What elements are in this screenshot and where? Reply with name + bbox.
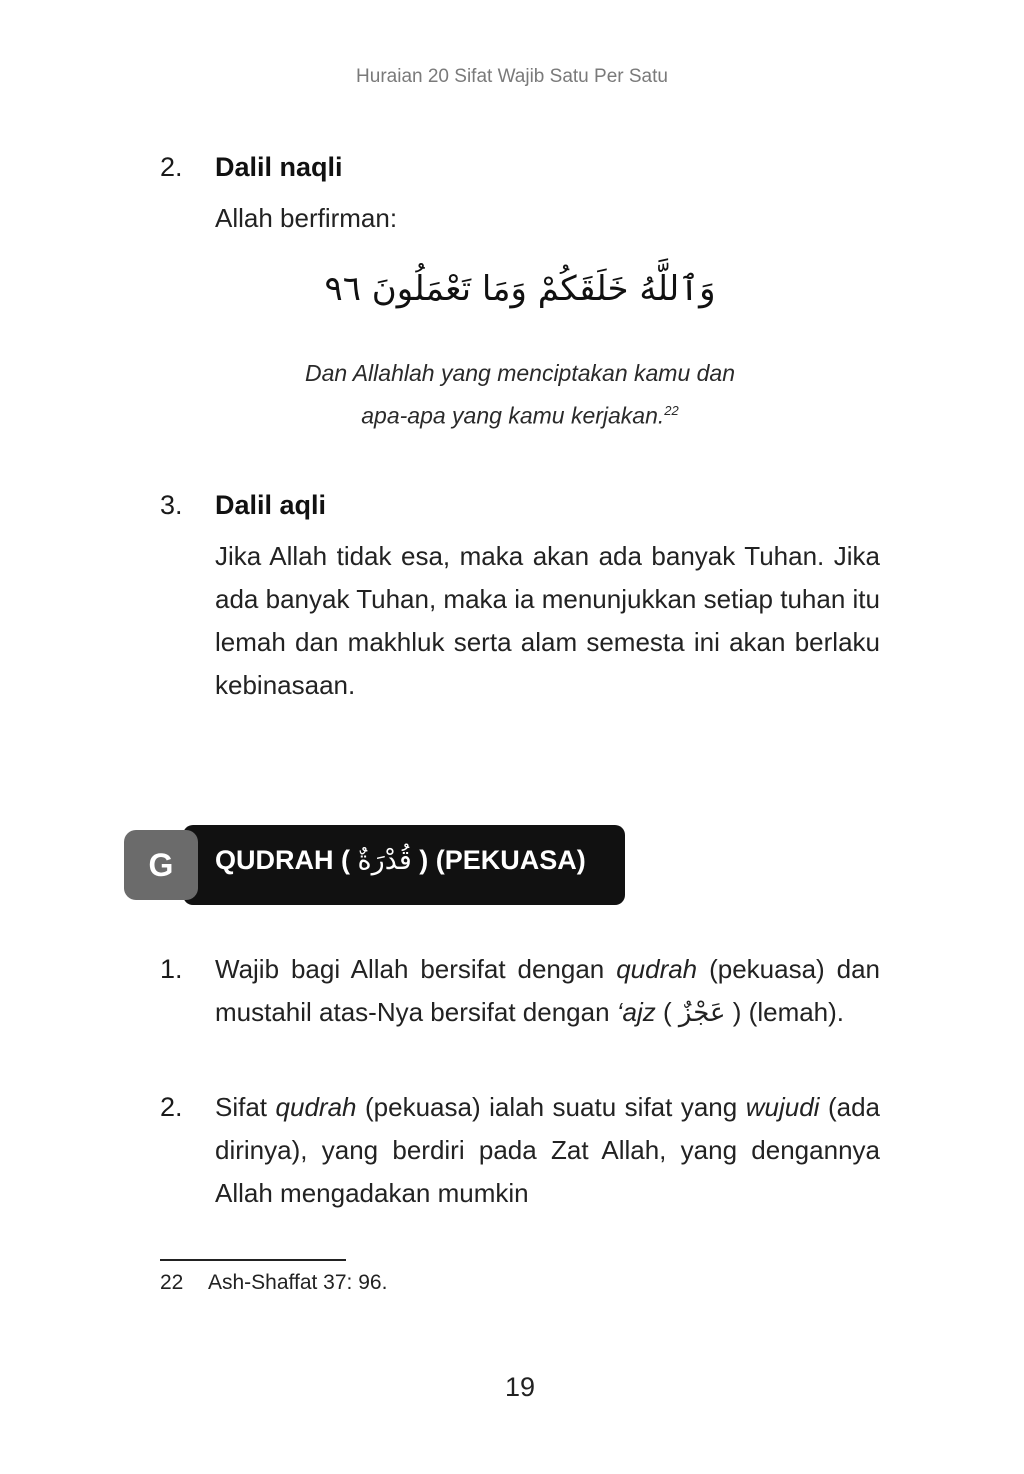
verse-translation [0, 354, 1024, 435]
text-run: Wajib bagi Allah bersifat dengan [215, 954, 617, 984]
item-number: 1. [160, 954, 183, 984]
italic-term: ‘ajz [616, 997, 656, 1027]
italic-term: wujudi [745, 1092, 820, 1122]
item-number: 2. [160, 152, 183, 182]
point-2-text [215, 1086, 880, 1215]
arabic-term: عَجْزٌ [678, 998, 726, 1028]
text-run: (ada dirinya), yang berdiri pada Zat Allah, yang dengannya Allah mengadakan mumkin [215, 1092, 880, 1208]
dalil-naqli-item [160, 152, 880, 240]
footnote-number: 22 [160, 1271, 184, 1294]
text-run: (pekuasa) dan mustahil atas-Nya bersifat dengan [215, 954, 880, 1027]
section-letter-badge: G [124, 830, 198, 900]
running-head: Huraian 20 Sifat Wajib Satu Per Satu [356, 66, 668, 87]
footnote [160, 1271, 387, 1295]
text-run: ( [655, 997, 679, 1027]
item-number: 3. [160, 490, 183, 520]
text-run: Sifat [215, 1092, 276, 1122]
point-1-text [215, 948, 880, 1035]
italic-term: qudrah [616, 954, 698, 984]
section-title [215, 845, 586, 876]
translation-line-1: Dan Allahlah yang menciptakan kamu dan [304, 360, 736, 386]
page-number: 19 [504, 1372, 536, 1402]
item-number: 2. [160, 1092, 183, 1122]
section-title-post: ) (PEKUASA) [419, 845, 586, 875]
translation-line-2 [0, 392, 1024, 435]
section-title-arabic: قُدْرَةٌ [357, 845, 412, 876]
dalil-aqli-text: Jika Allah tidak esa, maka akan ada banyak Tuhan. Jika ada banyak Tuhan, maka ia menunjukkan setiap tuhan itu lemah dan makhluk serta alam semesta ini akan berlaku kebinasaan. [215, 541, 880, 700]
dalil-aqli-item [160, 490, 880, 707]
footnote-divider [160, 1259, 346, 1261]
dalil-aqli-heading: Dalil aqli [215, 490, 327, 520]
arabic-verse: وَٱللَّهُ خَلَقَكُمْ وَمَا تَعْمَلُونَ ٩٦ [324, 269, 716, 309]
section-title-pre: QUDRAH ( [215, 845, 350, 875]
text-run: (pekuasa) ialah suatu sifat yang [356, 1092, 746, 1122]
translation-line-2-text: apa-apa yang kamu kerjakan. [361, 402, 665, 429]
italic-term: qudrah [275, 1092, 357, 1122]
dalil-naqli-heading: Dalil naqli [215, 152, 343, 182]
qudrah-point-1 [160, 948, 880, 1035]
footnote-text: Ash-Shaffat 37: 96. [208, 1271, 388, 1294]
dalil-naqli-intro: Allah berfirman: [215, 203, 398, 233]
qudrah-point-2 [160, 1086, 880, 1215]
footnote-ref[interactable]: 22 [664, 403, 679, 418]
text-run: ) (lemah). [725, 997, 845, 1027]
